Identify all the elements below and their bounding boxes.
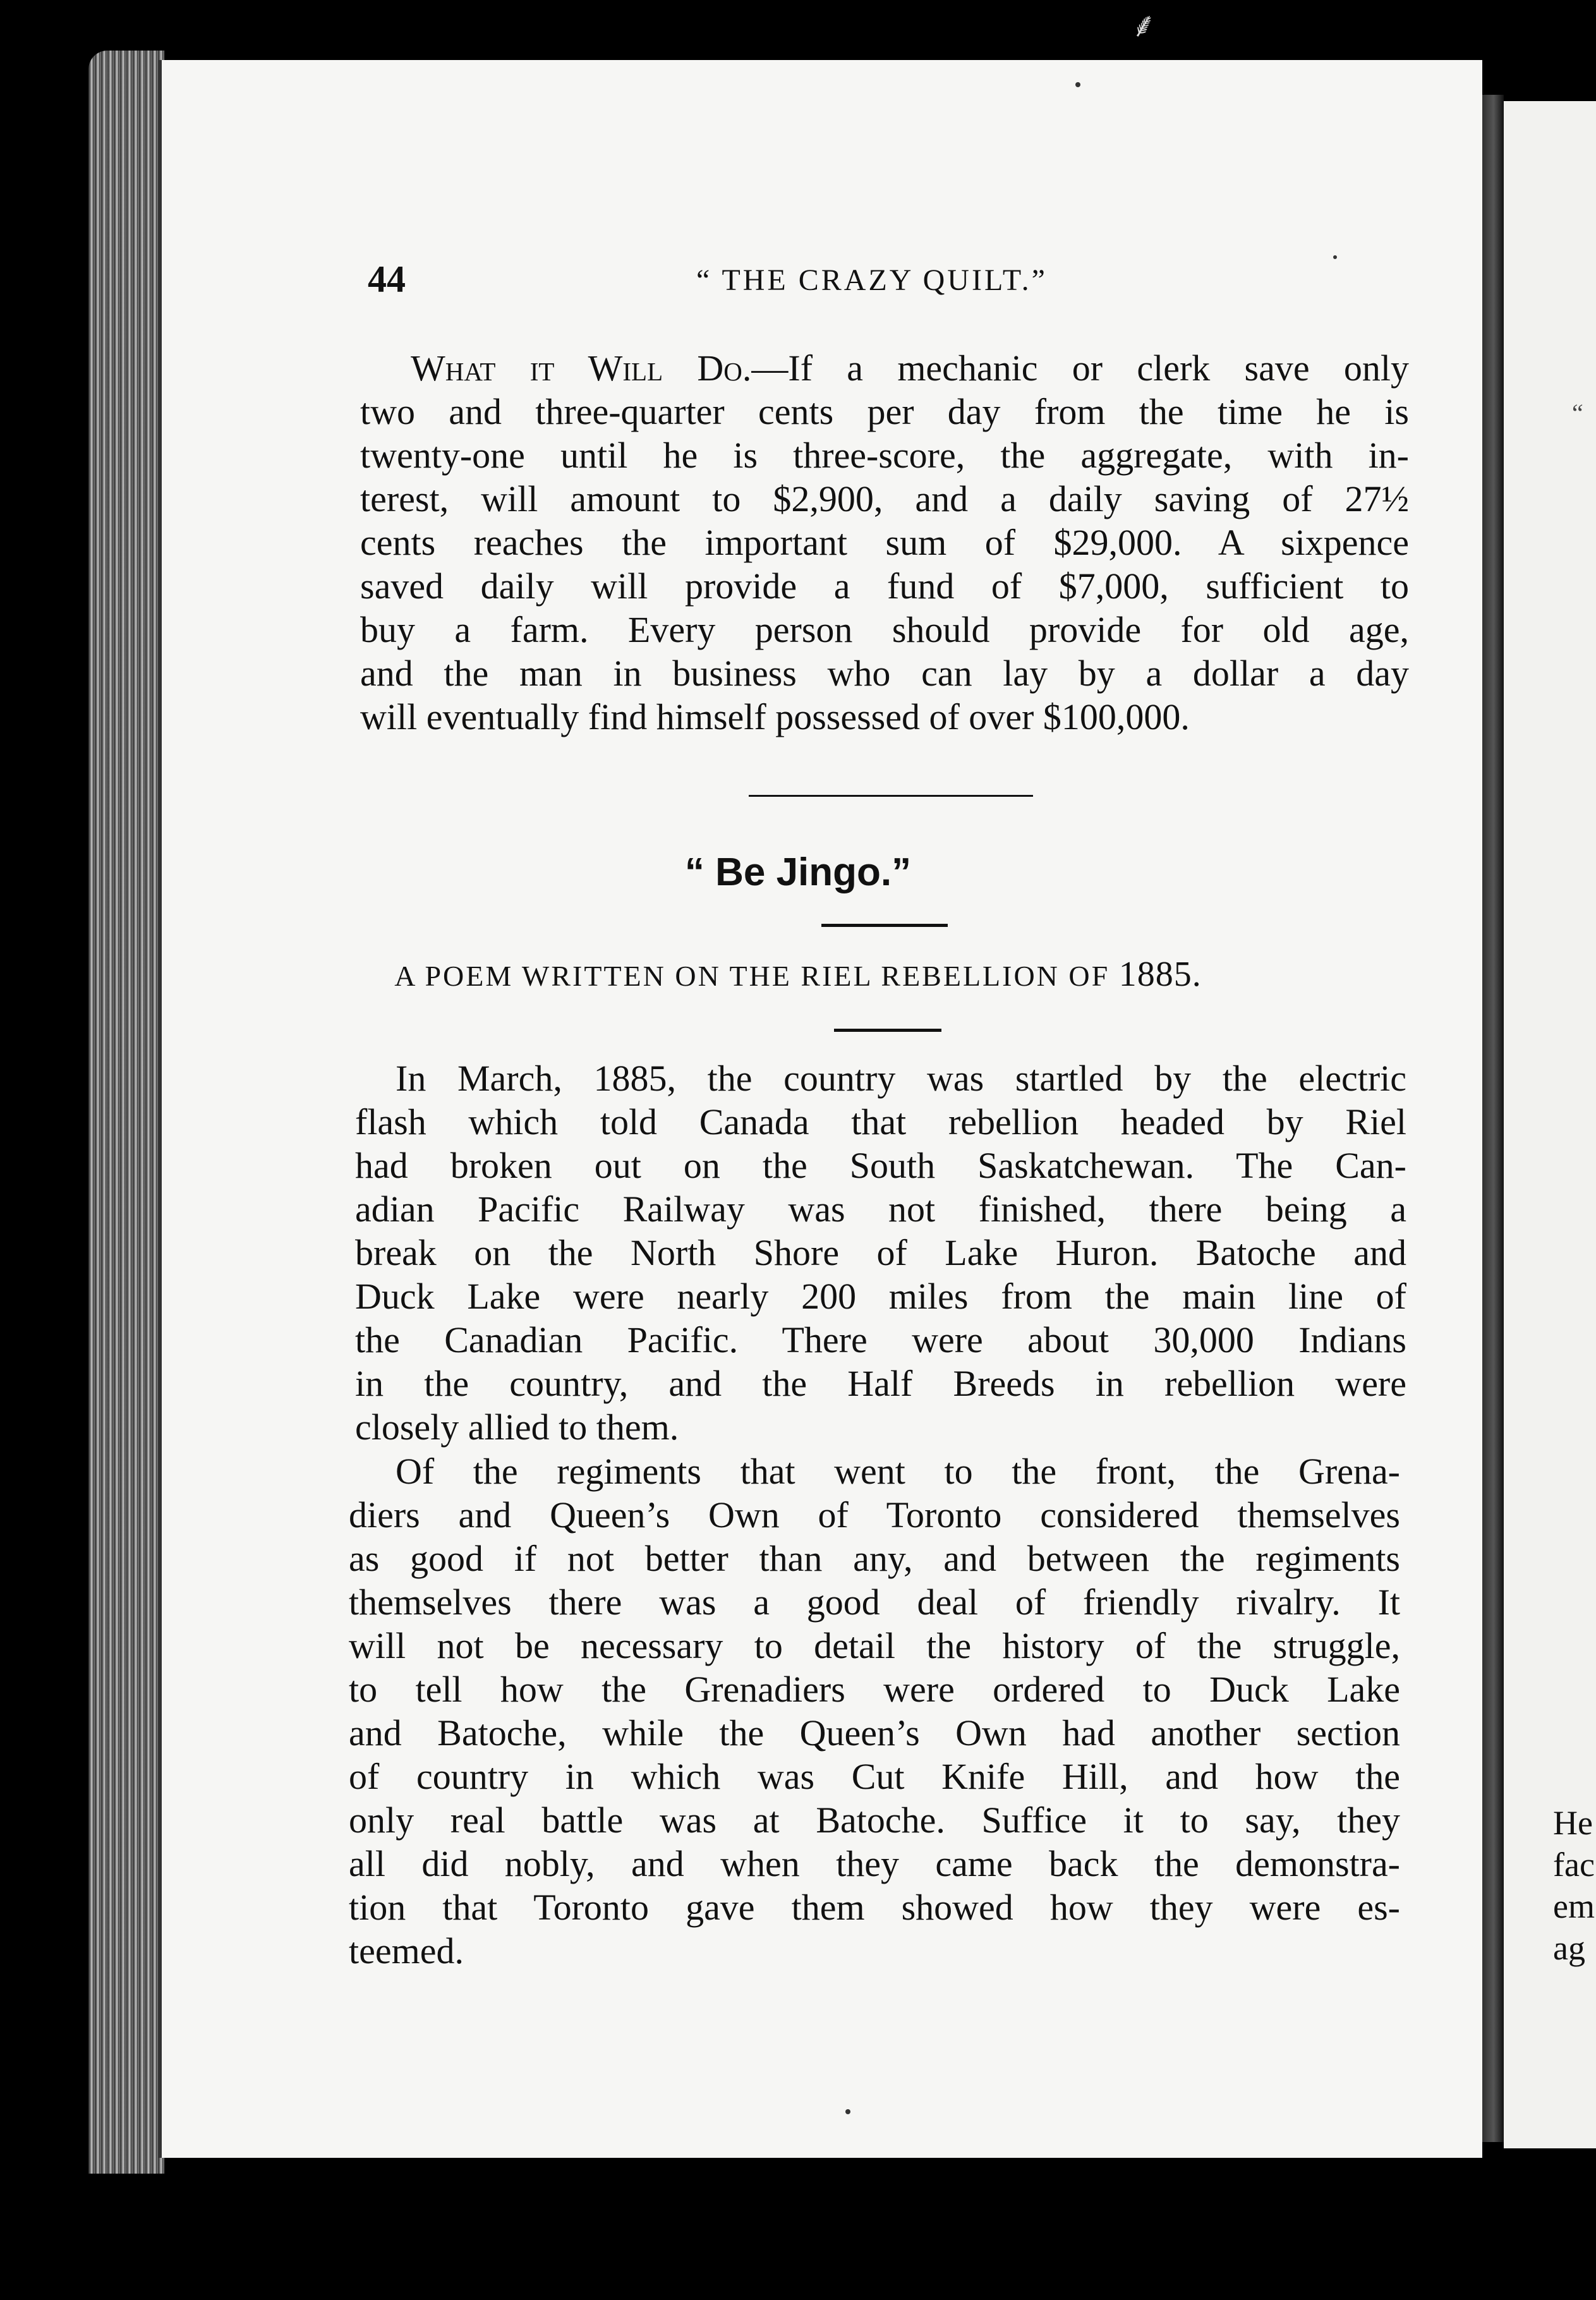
next-page-fragment: em <box>1553 1887 1595 1925</box>
paragraph-line: teemed. <box>349 1930 464 1971</box>
gutter-shadow <box>1478 95 1504 2142</box>
article-line: terest, will amount to $2,900, and a daily saving of 27½ <box>360 478 1409 519</box>
paper-speck <box>1333 255 1337 259</box>
article-line: cents reaches the important sum of $29,000. A sixpence <box>360 522 1409 563</box>
running-title: “ THE CRAZY QUILT.” <box>696 263 1048 297</box>
article-line: two and three-quarter cents per day from the time he is <box>360 391 1409 432</box>
paragraph-line: all did nobly, and when they came back the demonstra- <box>349 1843 1400 1884</box>
article-line: will eventually find himself possessed of over $100,000. <box>360 696 1190 737</box>
paragraph-line: had broken out on the South Saskatchewan. The Can- <box>355 1145 1406 1186</box>
paragraph-line: of country in which was Cut Knife Hill, and how the <box>349 1756 1400 1797</box>
article-heading: What it Will Do. <box>411 348 752 389</box>
article-what-it-will-do <box>360 346 1409 739</box>
poem-title: “ Be Jingo.” <box>684 850 912 894</box>
article-line: What it Will Do.—If a mechanic or clerk save only <box>411 348 1409 389</box>
binding-mark: ⸙ <box>1131 5 1157 45</box>
paragraph-line: the Canadian Pacific. There were about 30,000 Indians <box>355 1319 1406 1360</box>
poem-subtitle: A POEM WRITTEN ON THE RIEL REBELLION OF 1885. <box>394 955 1202 994</box>
introduction-paragraph-2 <box>349 1450 1400 1973</box>
paragraph-line: In March, 1885, the country was startled by the electric <box>396 1058 1406 1099</box>
subtitle-rule <box>834 1029 941 1032</box>
paragraph-line: themselves there was a good deal of friendly rivalry. It <box>349 1582 1400 1623</box>
paragraph-line: flash which told Canada that rebellion headed by Riel <box>355 1101 1406 1142</box>
paper-speck <box>845 2109 850 2114</box>
paragraph-line: only real battle was at Batoche. Suffice it to say, they <box>349 1800 1400 1841</box>
paragraph-line: and Batoche, while the Queen’s Own had another section <box>349 1712 1400 1753</box>
book-page-edges <box>88 51 164 2174</box>
paragraph-line: Of the regiments that went to the front, the Grena- <box>396 1451 1400 1492</box>
title-rule <box>821 924 948 927</box>
article-line: and the man in business who can lay by a dollar a day <box>360 653 1409 694</box>
running-head <box>368 258 1423 303</box>
next-page-fragment: He <box>1553 1804 1593 1842</box>
paragraph-line: diers and Queen’s Own of Toronto considered themselves <box>349 1494 1400 1535</box>
paragraph-line: in the country, and the Half Breeds in rebellion were <box>355 1363 1406 1404</box>
paragraph-line: adian Pacific Railway was not finished, there being a <box>355 1189 1406 1230</box>
paragraph-line: Duck Lake were nearly 200 miles from the main line of <box>355 1276 1406 1317</box>
paragraph-line: as good if not better than any, and between the regiments <box>349 1538 1400 1579</box>
paragraph-line: tion that Toronto gave them showed how they were es- <box>349 1887 1400 1928</box>
paragraph-line: will not be necessary to detail the history of the struggle, <box>349 1625 1400 1666</box>
article-line: buy a farm. Every person should provide for old age, <box>360 609 1409 650</box>
page-number: 44 <box>368 258 406 300</box>
next-page-quote-mark: “ <box>1572 399 1583 427</box>
next-page-fragment: ag <box>1553 1929 1585 1967</box>
paragraph-line: to tell how the Grenadiers were ordered to Duck Lake <box>349 1669 1400 1710</box>
article-line: saved daily will provide a fund of $7,000, sufficient to <box>360 566 1409 607</box>
section-divider <box>749 795 1033 797</box>
paragraph-line: closely allied to them. <box>355 1407 679 1448</box>
introduction-paragraph-1 <box>355 1056 1406 1449</box>
article-line: twenty-one until he is three-score, the aggregate, with in- <box>360 435 1409 476</box>
paper-speck <box>1075 82 1080 87</box>
paragraph-line: break on the North Shore of Lake Huron. Batoche and <box>355 1232 1406 1273</box>
next-page-fragment: fac <box>1553 1846 1595 1884</box>
